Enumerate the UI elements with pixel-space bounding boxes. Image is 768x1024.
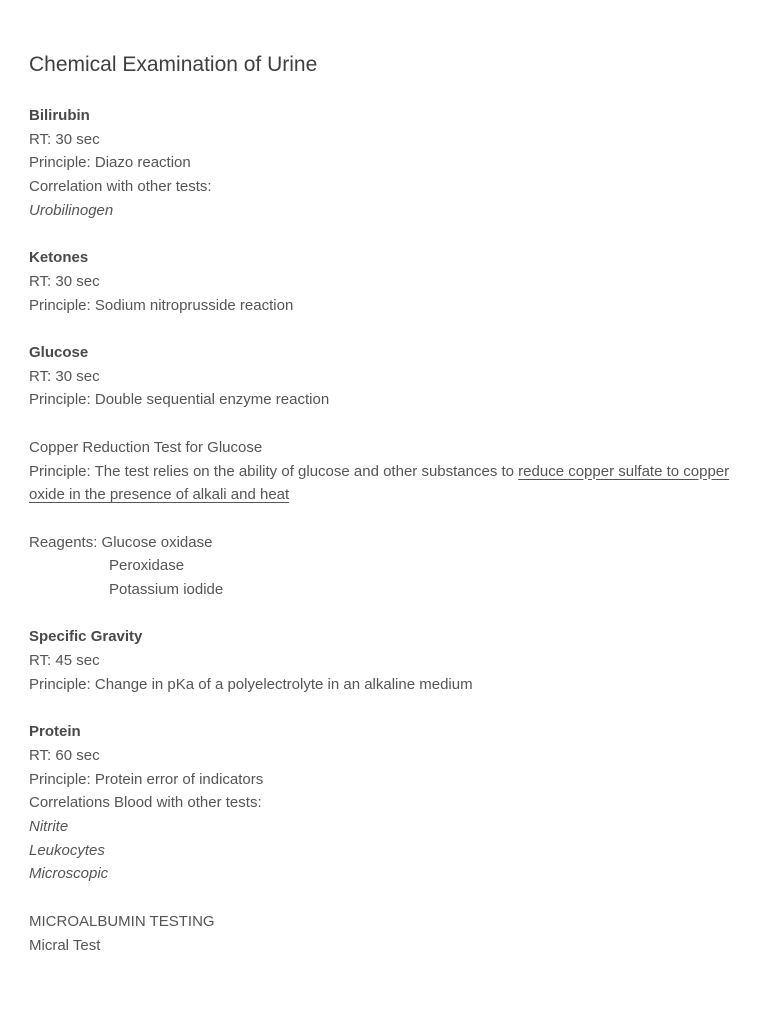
section-specific-gravity xyxy=(29,625,739,696)
protein-correlation-item: Microscopic xyxy=(29,865,109,883)
protein-correlation-item: Leukocytes xyxy=(29,841,105,859)
specific-gravity-rt: RT: 45 sec xyxy=(29,652,100,670)
reagent-item: Potassium iodide xyxy=(109,581,224,598)
bilirubin-heading: Bilirubin xyxy=(29,107,90,124)
spacer xyxy=(29,223,739,247)
section-microalbumin xyxy=(29,910,739,957)
protein-heading: Protein xyxy=(29,723,81,741)
microalbumin-test: Micral Test xyxy=(29,936,101,954)
glucose-principle: Principle: Double sequential enzyme reaction xyxy=(29,391,330,409)
reagent-item: Peroxidase xyxy=(109,557,185,575)
reagents-label: Reagents: xyxy=(29,533,102,551)
specific-gravity-principle: Principle: Change in pKa of a polyelectrolyte in an alkaline medium xyxy=(29,675,473,693)
section-protein xyxy=(29,720,739,886)
ketones-principle: Principle: Sodium nitroprusside reaction xyxy=(29,296,294,314)
bilirubin-correlation-label: Correlation with other tests: xyxy=(29,178,212,196)
spacer xyxy=(29,602,739,626)
bilirubin-rt: RT: 30 sec xyxy=(29,130,100,148)
section-glucose xyxy=(29,341,739,412)
protein-correlation-label: Correlations Blood with other tests: xyxy=(29,794,262,812)
bilirubin-correlation-item: Urobilinogen xyxy=(29,201,114,219)
spacer xyxy=(29,697,739,721)
copper-test-principle-underlined: reduce copper sulfate to copper oxide in the presence of alkali and heat xyxy=(29,462,730,504)
microalbumin-heading: MICROALBUMIN TESTING xyxy=(29,912,215,930)
spacer xyxy=(29,317,739,341)
spacer xyxy=(29,886,739,910)
spacer xyxy=(29,412,739,436)
reagent-item: Glucose oxidase xyxy=(101,533,213,551)
protein-principle: Principle: Protein error of indicators xyxy=(29,770,264,788)
ketones-rt: RT: 30 sec xyxy=(29,272,100,290)
copper-test-heading: Copper Reduction Test for Glucose xyxy=(29,438,263,456)
glucose-heading: Glucose xyxy=(29,344,89,361)
protein-rt: RT: 60 sec xyxy=(29,746,100,764)
section-bilirubin xyxy=(29,104,739,223)
specific-gravity-heading: Specific Gravity xyxy=(29,628,143,646)
bilirubin-principle: Principle: Diazo reaction xyxy=(29,154,191,172)
copper-test-principle-text: Principle: The test relies on the ability of glucose and other substances to xyxy=(29,462,519,480)
section-reagents xyxy=(29,531,739,602)
section-copper-reduction-test xyxy=(29,436,739,507)
ketones-heading: Ketones xyxy=(29,249,89,267)
reagents-first-line xyxy=(29,531,739,555)
page-title: Chemical Examination of Urine xyxy=(29,53,318,76)
glucose-rt: RT: 30 sec xyxy=(29,367,100,385)
copper-test-principle xyxy=(29,460,739,507)
protein-correlation-item: Nitrite xyxy=(29,818,69,835)
spacer xyxy=(29,507,739,531)
section-ketones xyxy=(29,246,739,317)
